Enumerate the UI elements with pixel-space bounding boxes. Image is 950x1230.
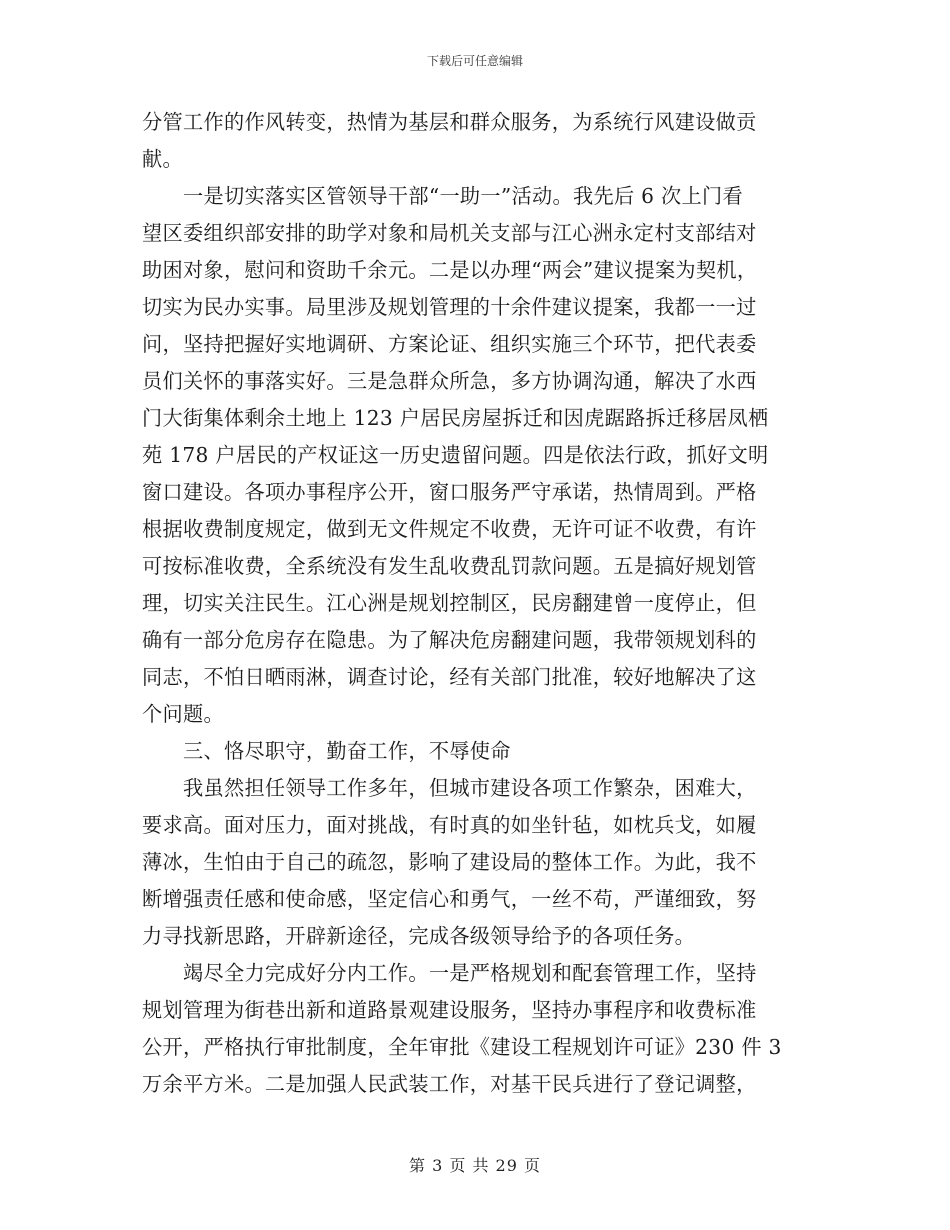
body-line: 苑 178 户居民的产权证这一历史遗留问题。四是依法行政，抓好文明 — [142, 443, 769, 467]
body-line: 力寻找新思路，开辟新途径，完成各级领导给予的各项任务。 — [142, 924, 696, 948]
page-header-note: 下载后可任意编辑 — [426, 54, 523, 68]
document-body — [142, 104, 804, 1103]
body-line: 我虽然担任领导工作多年，但城市建设各项工作繁杂，困难大， — [142, 776, 757, 800]
body-line: 问，坚持把握好实地调研、方案论证、组织实施三个环节，把代表委 — [142, 332, 757, 356]
section-heading: 三、恪尽职守，勤奋工作，不辱使命 — [142, 739, 511, 763]
body-line: 员们关怀的事落实好。三是急群众所急，多方协调沟通，解决了水西 — [142, 369, 757, 393]
page-number-footer: 第 3 页 共 29 页 — [409, 1156, 541, 1175]
body-line: 断增强责任感和使命感，坚定信心和勇气，一丝不苟，严谨细致，努 — [142, 887, 757, 911]
body-line: 个问题。 — [142, 702, 224, 726]
body-line: 规划管理为街巷出新和道路景观建设服务，坚持办事程序和收费标准 — [142, 998, 757, 1022]
body-line: 万余平方米。二是加强人民武装工作，对基干民兵进行了登记调整， — [142, 1072, 757, 1096]
body-line: 薄冰，生怕由于自己的疏忽，影响了建设局的整体工作。为此，我不 — [142, 850, 757, 874]
body-line: 窗口建设。各项办事程序公开，窗口服务严守承诺，热情周到。严格 — [142, 480, 757, 504]
body-line: 可按标准收费，全系统没有发生乱收费乱罚款问题。五是搞好规划管 — [142, 554, 757, 578]
body-line: 切实为民办实事。局里涉及规划管理的十余件建议提案，我都一一过 — [142, 295, 757, 319]
body-line: 理，切实关注民生。江心洲是规划控制区，民房翻建曾一度停止，但 — [142, 591, 757, 615]
body-line: 分管工作的作风转变，热情为基层和群众服务，为系统行风建设做贡 — [142, 110, 757, 134]
body-line: 确有一部分危房存在隐患。为了解决危房翻建问题，我带领规划科的 — [142, 628, 757, 652]
body-line: 竭尽全力完成好分内工作。一是严格规划和配套管理工作，坚持 — [142, 961, 757, 985]
body-line: 门大街集体剩余土地上 123 户居民房屋拆迁和因虎踞路拆迁移居凤栖 — [142, 406, 769, 430]
body-line: 同志，不怕日晒雨淋，调查讨论，经有关部门批准，较好地解决了这 — [142, 665, 757, 689]
body-line: 助困对象，慰问和资助千余元。二是以办理“两会”建议提案为契机， — [142, 258, 758, 282]
body-line: 一是切实落实区管领导干部“一助一”活动。我先后 6 次上门看 — [142, 184, 743, 208]
body-line: 公开，严格执行审批制度，全年审批《建设工程规划许可证》230 件 3 — [142, 1035, 782, 1059]
body-line: 望区委组织部安排的助学对象和局机关支部与江心洲永定村支部结对 — [142, 221, 757, 245]
body-line: 根据收费制度规定，做到无文件规定不收费，无许可证不收费，有许 — [142, 517, 757, 541]
body-line: 献。 — [142, 147, 183, 171]
body-line: 要求高。面对压力，面对挑战，有时真的如坐针毡，如枕兵戈，如履 — [142, 813, 757, 837]
